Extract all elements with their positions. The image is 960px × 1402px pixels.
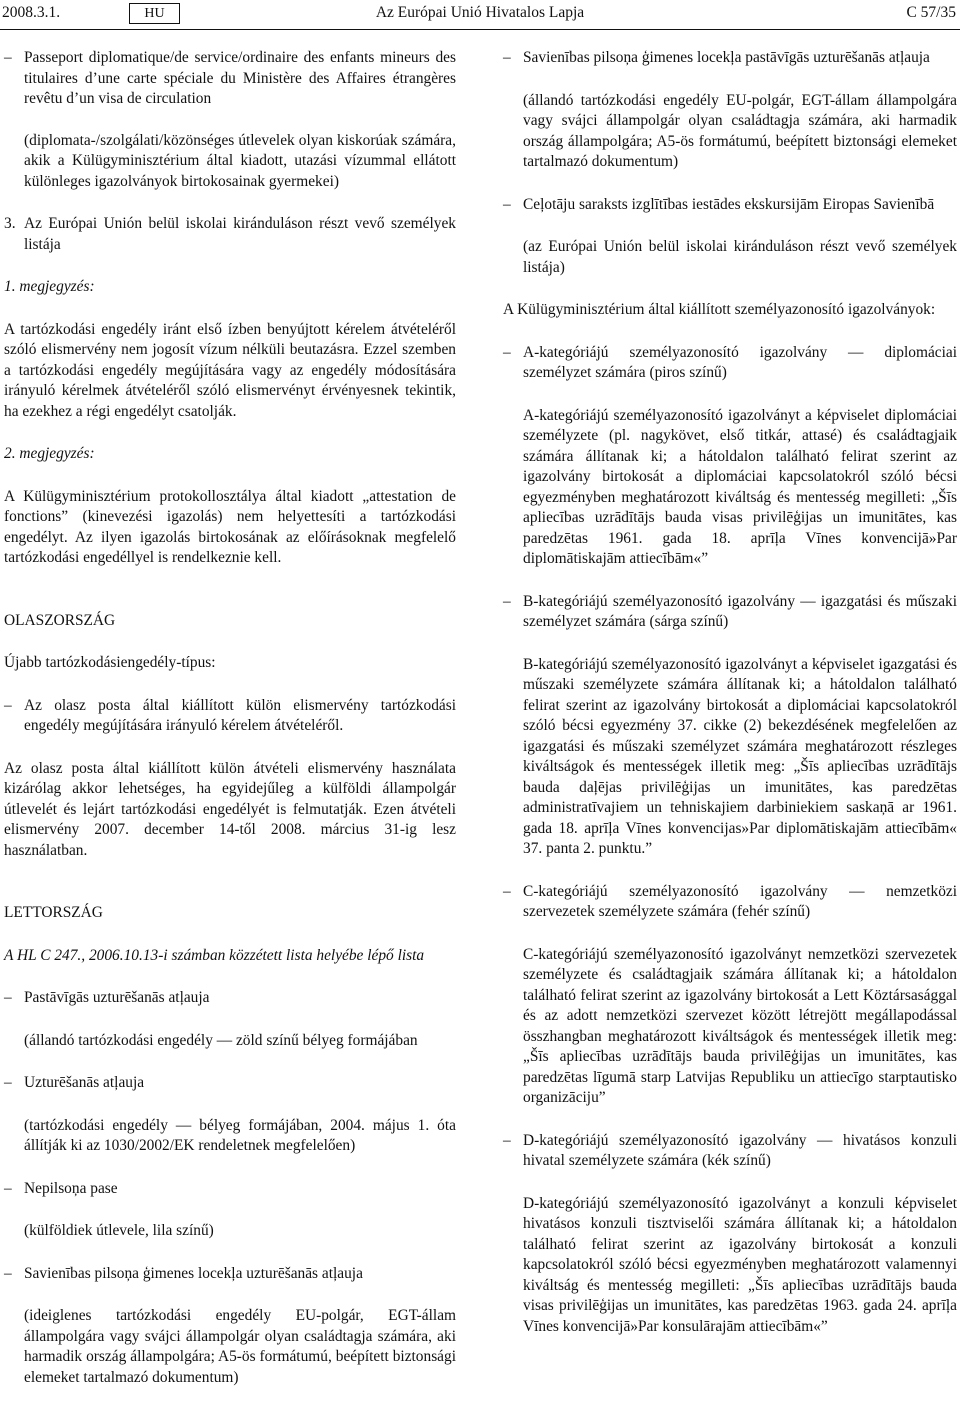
item-description: D-kategóriájú személyazonosító igazolványt a konzuli képviselet hivatásos konzuli tisztviselői számára állítanak ki; a hátoldalon található felirat szerint az igazolvány birtokosát a konzuli kapcsolatokról szóló bécsi egyezményben meghatározott valamennyi kiváltság és mentesség megilleti: „Šīs apliecības uzrādītājs bauda visas privilēģijas un imunitātes, kas paredzētas 1963. gada 24. aprīļa Vīnes konvencijā»Par konsulārajām attiecībām«” xyxy=(523,1194,957,1335)
list-item xyxy=(4,1179,456,1200)
list-item xyxy=(503,343,957,384)
item-text: Az olasz posta által kiállított külön elismervény tartózkodási engedély megújítására irányuló kérelem átvételéről. xyxy=(24,696,456,734)
dash-bullet: – xyxy=(503,49,511,66)
item-description: (állandó tartózkodási engedély — zöld színű bélyeg formájában xyxy=(24,1031,418,1049)
item-text: Nepilsoņa pase xyxy=(24,1179,118,1197)
item-text: D-kategóriájú személyazonosító igazolvány — hivatásos konzuli hivatal személyzete számára (kék színű) xyxy=(523,1131,957,1169)
item-description: (diplomata-/szolgálati/közönséges útlevelek olyan kiskorúak számára, akik a Külügyminisztérium által kiadott, utazási vízummal ellátott különleges igazolványok birtokosainak gyermekei) xyxy=(24,131,456,190)
dash-bullet: – xyxy=(503,592,511,610)
section-heading-latvia: LETTORSZÁG xyxy=(4,904,103,921)
list-item xyxy=(503,882,957,923)
item-text: B-kategóriájú személyazonosító igazolvány — igazgatási és műszaki személyzet számára (sárga színű) xyxy=(523,592,957,630)
numbered-point xyxy=(4,214,456,255)
list-item xyxy=(503,48,957,69)
dash-bullet: – xyxy=(503,882,511,900)
paragraph: A Külügyminisztérium által kiállított személyazonosító igazolványok: xyxy=(503,301,936,318)
list-item xyxy=(4,1073,456,1094)
list-item xyxy=(503,1131,957,1172)
item-description: (külföldiek útlevele, lila színű) xyxy=(24,1222,214,1239)
item-text: Savienības pilsoņa ģimenes locekļa uzturēšanās atļauja xyxy=(24,1264,363,1282)
item-description: (tartózkodási engedély — bélyeg formájában, 2004. május 1. óta állítják ki az 1030/2002/EK rendeletnek megfelelően) xyxy=(24,1116,456,1154)
journal-title: Az Európai Unió Hivatalos Lapja xyxy=(375,4,585,21)
dash-bullet: – xyxy=(503,343,511,361)
note-text: A Külügyminisztérium protokollosztálya által kiadott „attestation de fonctions” (kinevezési igazolás) nem helyettesíti a tartózkodási engedélyt. Az ilyen igazolás birtokosának az előírásoknak megfelelő tartózkodási engedéllyel is rendelkeznie kell. xyxy=(4,487,456,566)
item-text: C-kategóriájú személyazonosító igazolvány — nemzetközi szervezetek személyzete számára (fehér színű) xyxy=(523,882,957,920)
item-text: Uzturēšanās atļauja xyxy=(24,1074,145,1091)
dash-bullet: – xyxy=(4,1264,12,1282)
item-description: (az Európai Unión belül iskolai kiránduláson részt vevő személyek listája) xyxy=(523,238,957,276)
point-text: Az Európai Unión belül iskolai kiránduláson részt vevő személyek listája xyxy=(24,215,456,253)
item-description: A-kategóriájú személyazonosító igazolványt a képviselet diplomáciai személyzete (pl. nagykövet, első titkár, attasé) és családtagjaik számára állítanak ki; a hátoldalon található felirat szerint az igazolvány birtokosát a diplomáciai kapcsolatokról szóló bécsi egyezményben meghatározott kiváltság és mentesség megilleti: „Šīs apliecības uzrādītājs bauda visas privilēģijas un imunitātes, kas paredzētas 1961. gada 18. aprīļa Vīnes konvencijā»Par diplomātiskajām attiecībām«” xyxy=(523,406,957,567)
item-text: A-kategóriájú személyazonosító igazolvány — diplomáciai személyzet számára (piros színű) xyxy=(523,343,957,381)
issue-date: 2008.3.1. xyxy=(2,4,61,21)
item-description: B-kategóriájú személyazonosító igazolványt a képviselet igazgatási és műszaki személyzete számára állítanak ki; a hátoldalon található felirat szerint az igazolvány birtokosát a diplomáciai kapcsolatokról szóló bécsi egyezmény 37. cikke (2) bekezdésének megfelelően az igazgatási és műszaki személyzet számára meghatározott részleges kiváltságok és mentességek illetik meg: „Šīs apliecības uzrādītājs bauda daļējas privilēģijas un imunitātes, kas paredzētas administratīvajiem un tehniskajiem darbiniekiem saskaņā ar 1961. gada 18. aprīļa Vīnes konvencijas»Par diplomātiskajām attiecībām« 37. panta 2. punktu.” xyxy=(523,655,957,857)
dash-bullet: – xyxy=(4,989,12,1006)
item-description: C-kategóriájú személyazonosító igazolványt nemzetközi szervezetek személyzete és családtagjaik számára állítanak ki; a hátoldalon található felirat szerint az igazolvány birtokosát a Lett Köztársasággal és az adott nemzetközi szervezet között létrejött megállapodással összhangban meghatározott kiváltságok és mentességek illetik meg: „Šīs apliecības uzrādītājs bauda privilēģijas un imunitātes, kas paredzētas līgumā starp Latvijas Republiku un attiecīgo starptautisko organizāciju” xyxy=(523,945,957,1106)
item-text: Passeport diplomatique/de service/ordinaire des enfants mineurs des titulaires d’une carte spéciale du Ministère des Affaires étrangères revêtu d’un visa de circulation xyxy=(24,49,456,107)
section-heading-italy: OLASZORSZÁG xyxy=(4,611,116,629)
list-item xyxy=(4,1264,456,1285)
list-item xyxy=(503,195,957,216)
page-number: C 57/35 xyxy=(906,4,956,21)
item-description: (állandó tartózkodási engedély EU-polgár, EGT-állam állampolgára vagy svájci állampolgár olyan családtagja számára, aki harmadik ország állampolgára; A5-ös formátumú, beépített biztonsági elemeket tartalmazó dokumentum) xyxy=(523,91,957,170)
list-item xyxy=(4,696,456,737)
note-label: 1. megjegyzés: xyxy=(4,278,95,295)
dash-bullet: – xyxy=(4,1179,12,1197)
list-item xyxy=(4,988,456,1009)
right-column xyxy=(503,48,957,1337)
dash-bullet: – xyxy=(4,696,12,714)
item-text: Ceļotāju saraksts izglītības iestādes ekskursijām Eiropas Savienībā xyxy=(523,195,935,213)
reference-note: A HL C 247., 2006.10.13-i számban közzétett lista helyébe lépő lista xyxy=(4,946,425,964)
note-text: A tartózkodási engedély iránt első ízben benyújtott kérelem átvételéről szóló elismervény nem jogosít vízum nélküli beutazásra. Ezzel szemben a tartózkodási engedély megújítására vagy az engedély módosítására irányuló kérelmek átvételéről szóló elismervényt érvényesnek tekintik, ha ezekhez a régi engedélyt csatolják. xyxy=(4,320,456,420)
language-badge: HU xyxy=(129,3,180,24)
point-number: 3. xyxy=(4,215,16,232)
list-item xyxy=(4,48,456,110)
list-item xyxy=(503,592,957,633)
item-description: (ideiglenes tartózkodási engedély EU-polgár, EGT-állam állampolgára vagy svájci állampolgár olyan családtagja számára, aki harmadik ország állampolgára; A5-ös formátumú, beépített biztonsági elemeket tartalmazó dokumentum) xyxy=(24,1307,456,1386)
dash-bullet: – xyxy=(503,195,511,213)
item-text: Savienības pilsoņa ģimenes locekļa pastāvīgās uzturēšanās atļauja xyxy=(523,49,930,66)
dash-bullet: – xyxy=(4,1074,12,1091)
dash-bullet: – xyxy=(503,1131,511,1149)
section-subheading: Újabb tartózkodásiengedély-típus: xyxy=(4,654,216,671)
page-header xyxy=(0,0,960,30)
header-rule xyxy=(0,29,960,30)
note-label: 2. megjegyzés: xyxy=(4,445,95,462)
left-column xyxy=(4,48,456,1388)
dash-bullet: – xyxy=(4,49,12,66)
item-text: Pastāvīgās uzturēšanās atļauja xyxy=(24,989,210,1006)
paragraph: Az olasz posta által kiállított külön átvételi elismervény használata kizárólag akkor lehetséges, ha egyidejűleg a külföldi állampolgár útlevelét és lejárt tartózkodási engedélyét is felmutatják. Ezen átvételi elismervény 2007. december 14-től 2008. március 31-ig lesz használatban. xyxy=(4,759,456,859)
